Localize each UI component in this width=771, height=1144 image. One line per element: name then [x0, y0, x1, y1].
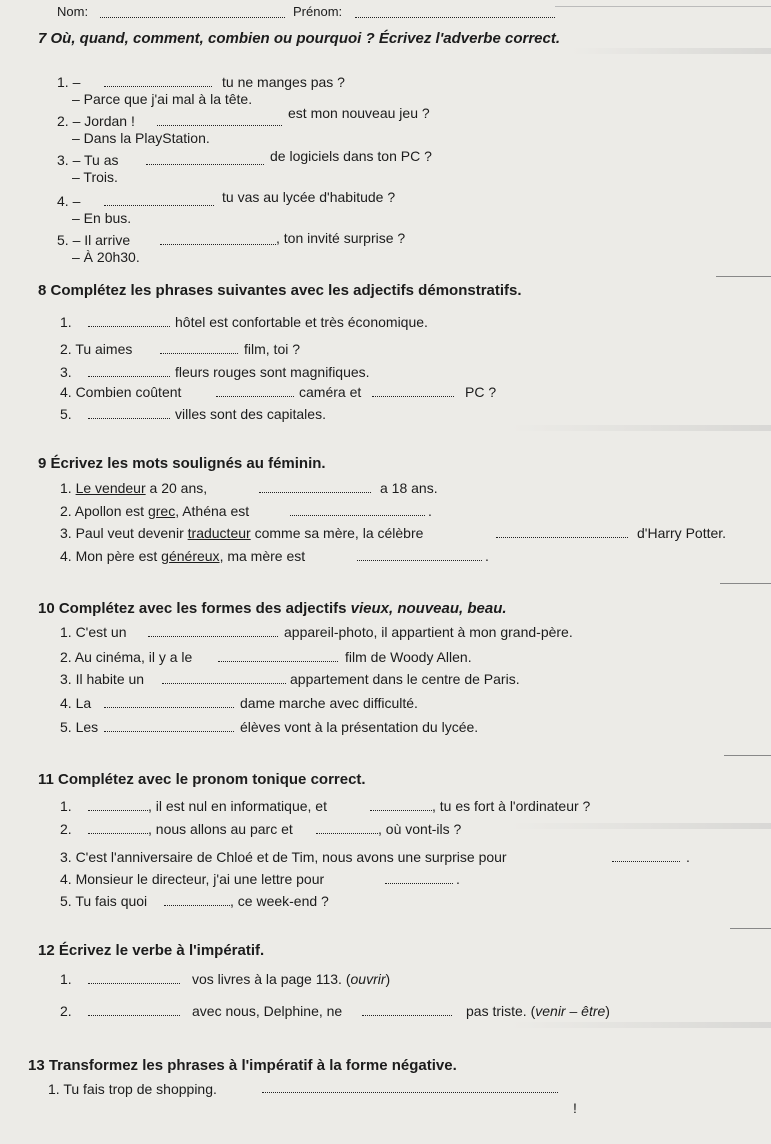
ex8-q4-blank-b[interactable]	[372, 384, 454, 397]
ex13-q1-text: 1. Tu fais trop de shopping.	[48, 1081, 217, 1097]
ex12-q1-text: vos livres à la page 113. (ouvrir)	[192, 971, 391, 987]
ex9-q4-blank[interactable]	[357, 548, 482, 561]
ex11-q1-num: 1.	[60, 798, 72, 814]
ex9-q4-end: .	[485, 548, 489, 564]
ex7-q1-text: tu ne manges pas ?	[222, 74, 345, 90]
ex12-q2-end: pas triste. (venir – être)	[466, 1003, 610, 1019]
shadow	[571, 48, 771, 54]
divider	[720, 583, 771, 584]
ex10-q2-blank[interactable]	[218, 649, 338, 662]
ex7-q3-blank[interactable]	[146, 152, 264, 165]
ex9-q4: 4. Mon père est généreux, ma mère est	[60, 548, 306, 564]
exercise-10-title: 10 Complétez avec les formes des adjectifs vieux, nouveau, beau.	[38, 600, 507, 617]
ex8-q3-blank[interactable]	[88, 364, 170, 377]
ex9-q1: 1. Le vendeur a 20 ans,	[60, 480, 208, 496]
shadow	[511, 425, 771, 431]
ex10-q3-num: 3. Il habite un	[60, 671, 145, 687]
ex9-q3: 3. Paul veut devenir traducteur comme sa mère, la célèbre	[60, 525, 424, 541]
ex12-q2-num: 2.	[60, 1003, 72, 1019]
ex11-q3-text: 3. C'est l'anniversaire de Chloé et de Tim, nous avons une surprise pour	[60, 849, 507, 865]
ex13-q1-blank[interactable]	[262, 1080, 558, 1093]
divider	[724, 755, 771, 756]
ex7-q3-text: de logiciels dans ton PC ?	[270, 148, 432, 164]
ex7-q1-answer: – Parce que j'ai mal à la tête.	[72, 91, 253, 107]
ex10-q4-num: 4. La	[60, 695, 92, 711]
ex8-q4-text: caméra et	[299, 384, 362, 400]
ex7-q2-answer: – Dans la PlayStation.	[72, 130, 210, 146]
ex7-q1-num: 1. –	[57, 74, 81, 90]
ex10-q5-num: 5. Les	[60, 719, 99, 735]
ex11-q5-text: 5. Tu fais quoi	[60, 893, 148, 909]
ex10-q3-blank[interactable]	[162, 671, 286, 684]
ex9-q2: 2. Apollon est grec, Athéna est	[60, 503, 250, 519]
ex11-q1-blank-a[interactable]	[88, 798, 148, 811]
ex7-q5-num: 5. – Il arrive	[57, 232, 131, 248]
ex7-q5-answer: – À 20h30.	[72, 249, 140, 265]
divider	[555, 6, 771, 7]
ex10-q1-num: 1. C'est un	[60, 624, 127, 640]
ex8-q3-num: 3.	[60, 364, 72, 380]
ex10-q1-blank[interactable]	[148, 624, 278, 637]
ex12-q2-blank-a[interactable]	[88, 1003, 180, 1016]
nom-label: Nom:	[57, 4, 89, 19]
ex9-q3-end: d'Harry Potter.	[637, 525, 727, 541]
ex8-q2-blank[interactable]	[160, 341, 238, 354]
ex12-q1-num: 1.	[60, 971, 72, 987]
exercise-9-title: 9 Écrivez les mots soulignés au féminin.	[38, 455, 326, 472]
ex7-q5-text: , ton invité surprise ?	[276, 230, 406, 246]
ex11-q5-blank[interactable]	[164, 893, 230, 906]
shadow	[511, 1022, 771, 1028]
ex10-q5-text: élèves vont à la présentation du lycée.	[240, 719, 479, 735]
ex11-q4-text: 4. Monsieur le directeur, j'ai une lettre pour	[60, 871, 325, 887]
exercise-12-title: 12 Écrivez le verbe à l'impératif.	[38, 942, 265, 959]
ex7-q2-text: est mon nouveau jeu ?	[288, 105, 430, 121]
ex11-q4-blank[interactable]	[385, 871, 453, 884]
ex10-q2-num: 2. Au cinéma, il y a le	[60, 649, 193, 665]
shadow	[511, 823, 771, 829]
exercise-13-title: 13 Transformez les phrases à l'impératif à la forme négative.	[28, 1057, 457, 1074]
ex7-q2-num: 2. – Jordan !	[57, 113, 135, 129]
prenom-field[interactable]	[355, 5, 555, 18]
ex11-q2-num: 2.	[60, 821, 72, 837]
ex11-q4-end: .	[456, 871, 460, 887]
ex8-q5-text: villes sont des capitales.	[175, 406, 326, 422]
ex11-q1-blank-b[interactable]	[370, 798, 432, 811]
ex10-q2-text: film de Woody Allen.	[345, 649, 472, 665]
ex7-q4-blank[interactable]	[104, 193, 214, 206]
ex8-q1-text: hôtel est confortable et très économique.	[175, 314, 428, 330]
ex8-q5-num: 5.	[60, 406, 72, 422]
ex11-q5-end: , ce week-end ?	[230, 893, 329, 909]
ex7-q2-blank[interactable]	[157, 113, 282, 126]
prenom-label: Prénom:	[293, 4, 343, 19]
ex9-q2-end: .	[428, 503, 432, 519]
ex8-q4-num: 4. Combien coûtent	[60, 384, 182, 400]
ex8-q2-text: film, toi ?	[244, 341, 301, 357]
ex11-q1-end: , tu es fort à l'ordinateur ?	[432, 798, 591, 814]
ex10-q1-text: appareil-photo, il appartient à mon grand-père.	[284, 624, 573, 640]
ex7-q1-blank[interactable]	[104, 74, 212, 87]
exercise-11-title: 11 Complétez avec le pronom tonique correct.	[38, 771, 366, 788]
ex8-q4-end: PC ?	[465, 384, 497, 400]
ex9-q2-blank[interactable]	[290, 503, 425, 516]
divider	[716, 276, 771, 277]
ex9-q3-blank[interactable]	[496, 525, 628, 538]
ex7-q3-num: 3. – Tu as	[57, 152, 119, 168]
ex11-q3-end: .	[686, 849, 690, 865]
ex7-q4-num: 4. –	[57, 193, 81, 209]
ex12-q1-blank[interactable]	[88, 971, 180, 984]
divider	[730, 928, 771, 929]
ex7-q5-blank[interactable]	[160, 232, 276, 245]
ex11-q1-text: , il est nul en informatique, et	[148, 798, 327, 814]
ex9-q1-blank[interactable]	[259, 480, 371, 493]
ex11-q2-blank-b[interactable]	[316, 821, 378, 834]
ex10-q4-blank[interactable]	[104, 695, 234, 708]
ex7-q4-answer: – En bus.	[72, 210, 132, 226]
ex11-q3-blank[interactable]	[612, 849, 680, 862]
exercise-8-title: 8 Complétez les phrases suivantes avec les adjectifs démonstratifs.	[38, 282, 522, 299]
ex11-q2-blank-a[interactable]	[88, 821, 148, 834]
ex8-q3-text: fleurs rouges sont magnifiques.	[175, 364, 370, 380]
ex10-q3-text: appartement dans le centre de Paris.	[290, 671, 520, 687]
ex12-q2-blank-b[interactable]	[362, 1003, 452, 1016]
ex8-q4-blank-a[interactable]	[216, 384, 294, 397]
ex11-q2-end: , où vont-ils ?	[378, 821, 462, 837]
ex7-q3-answer: – Trois.	[72, 169, 118, 185]
ex10-q5-blank[interactable]	[104, 719, 234, 732]
exercise-7-title: 7 Où, quand, comment, combien ou pourquoi ? Écrivez l'adverbe correct.	[38, 30, 560, 47]
ex8-q2-num: 2. Tu aimes	[60, 341, 133, 357]
ex12-q2-text: avec nous, Delphine, ne	[192, 1003, 343, 1019]
ex9-q1-end: a 18 ans.	[380, 480, 438, 496]
ex10-q4-text: dame marche avec difficulté.	[240, 695, 418, 711]
ex8-q1-blank[interactable]	[88, 314, 170, 327]
ex13-q1-end: !	[573, 1100, 577, 1116]
ex8-q1-num: 1.	[60, 314, 72, 330]
ex11-q2-text: , nous allons au parc et	[148, 821, 293, 837]
ex7-q4-text: tu vas au lycée d'habitude ?	[222, 189, 396, 205]
ex8-q5-blank[interactable]	[88, 406, 170, 419]
nom-field[interactable]	[100, 5, 285, 18]
